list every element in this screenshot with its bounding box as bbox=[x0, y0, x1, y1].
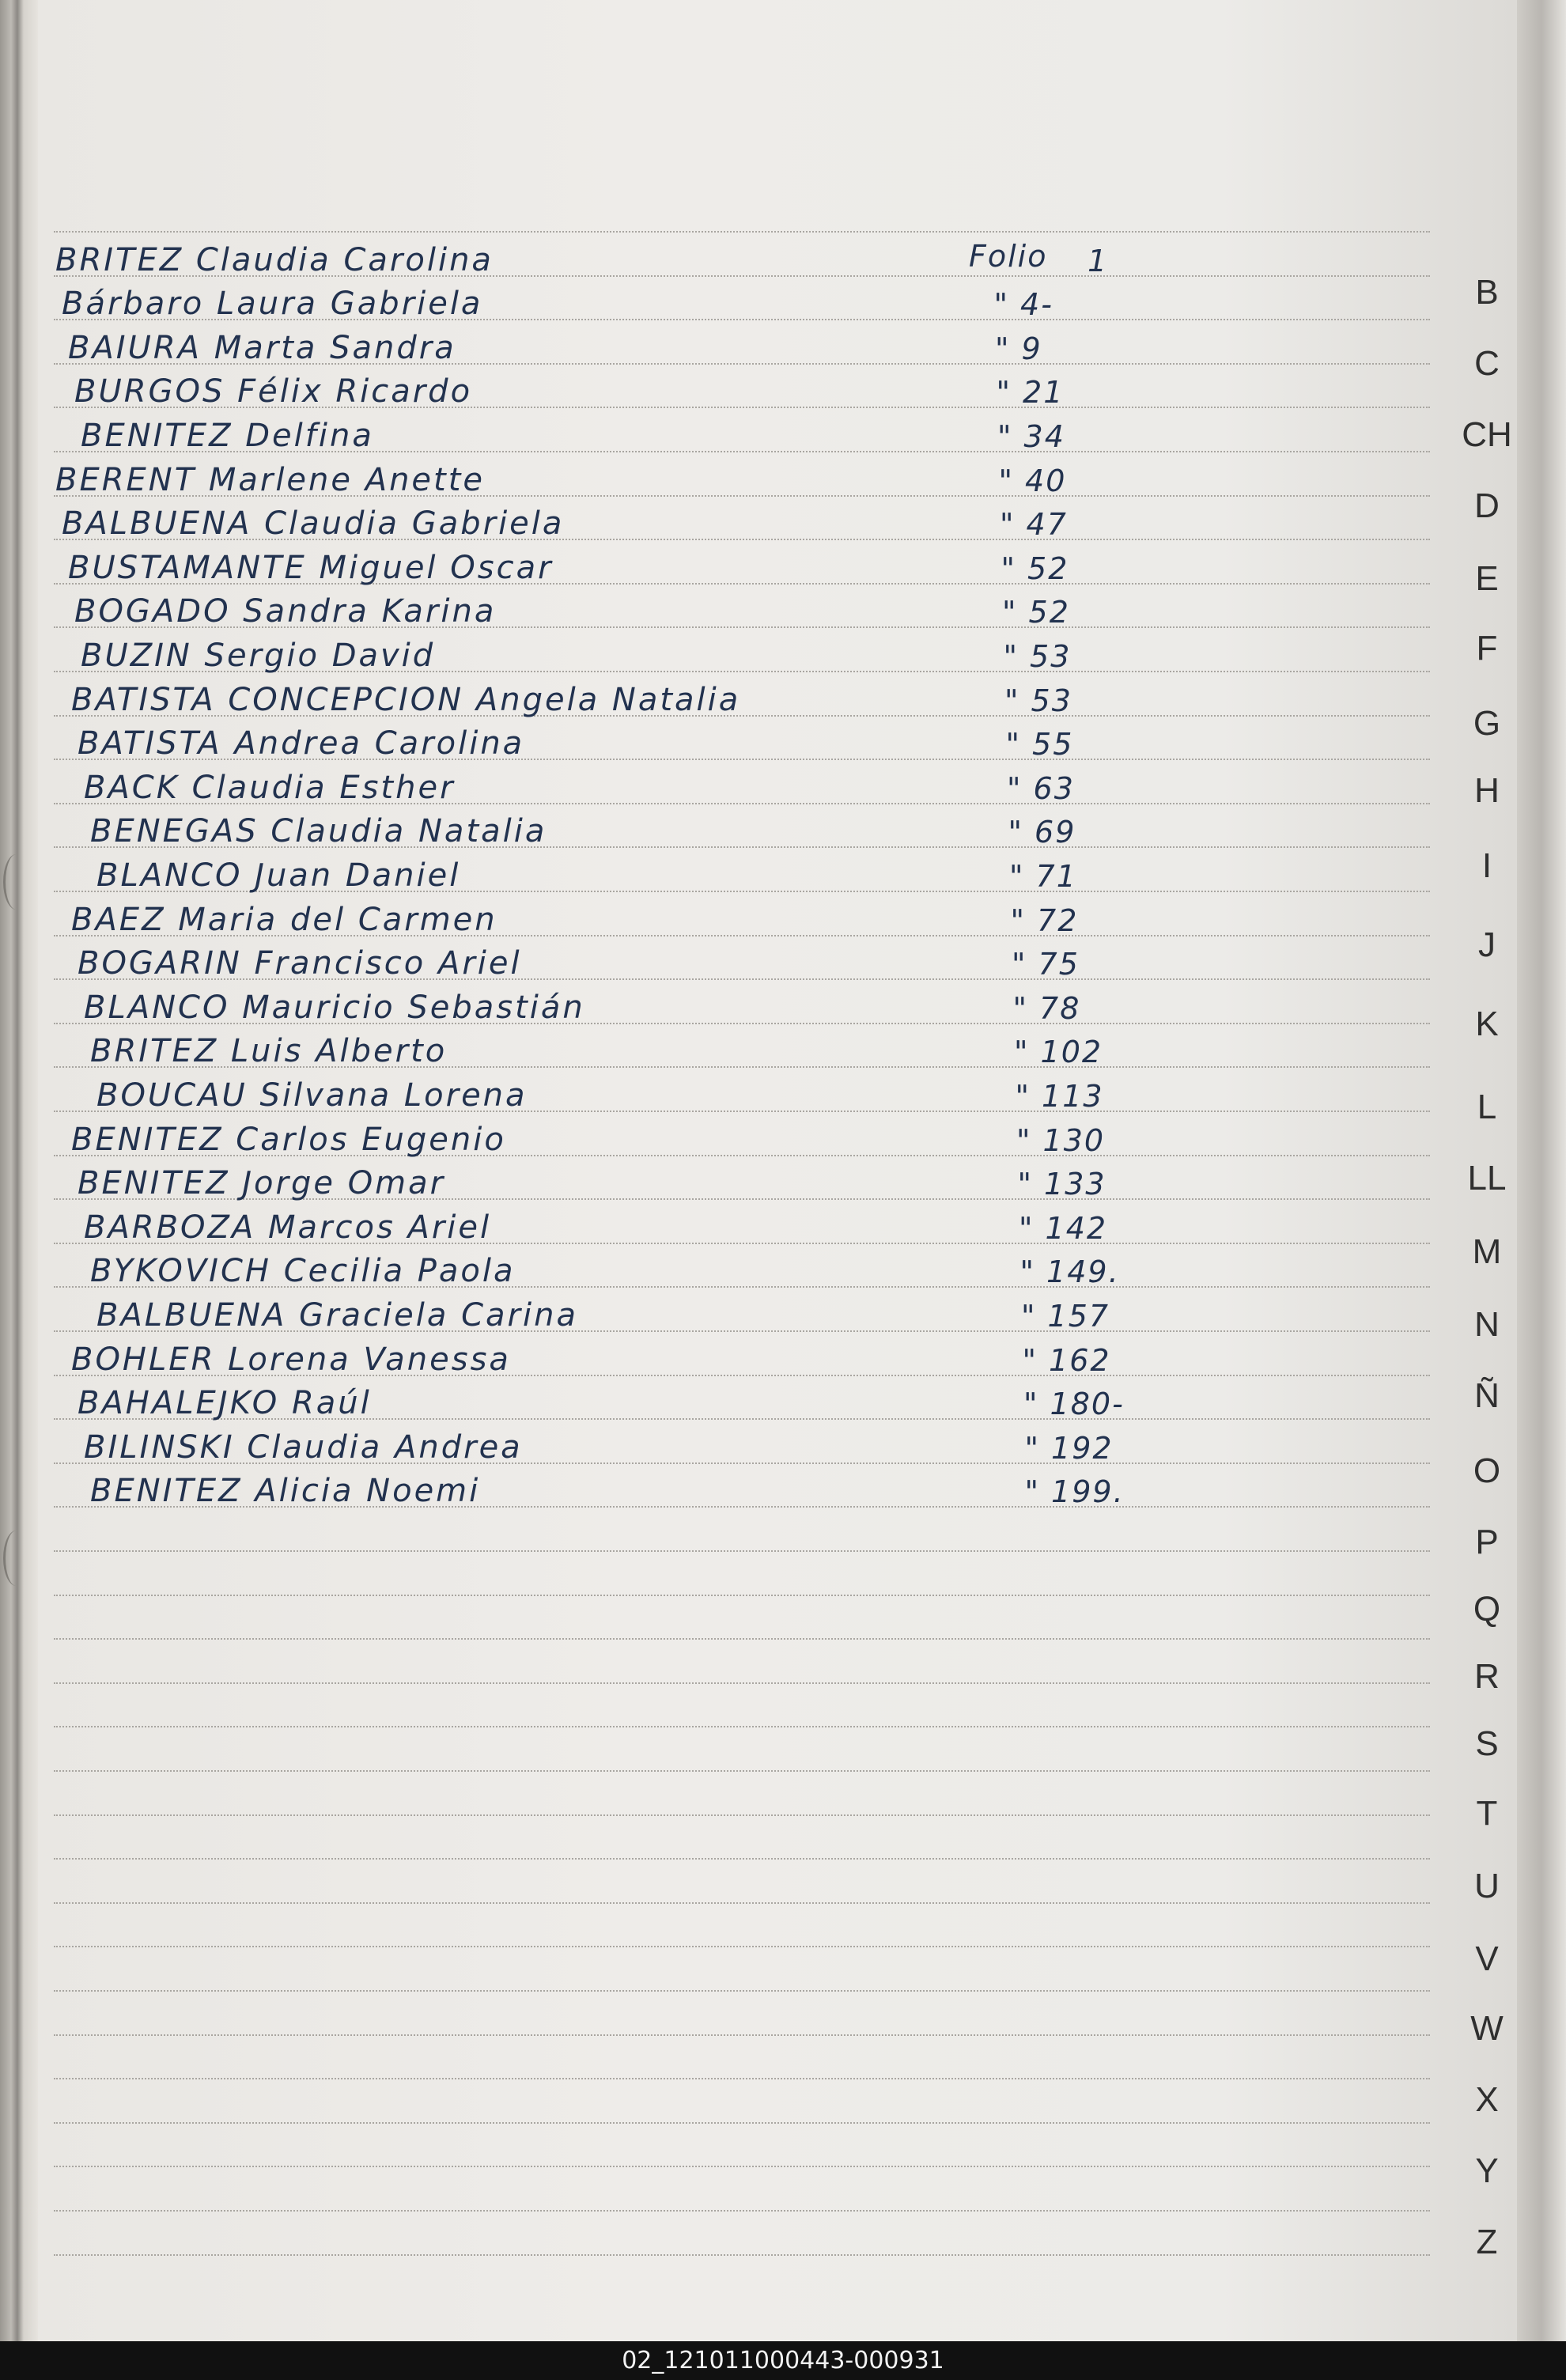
entry-folio: " 113 bbox=[1015, 1078, 1104, 1114]
ruled-line bbox=[54, 1858, 1430, 1860]
index-tab-h[interactable]: H bbox=[1474, 771, 1500, 810]
index-entry bbox=[81, 633, 1171, 677]
alphabet-index bbox=[1447, 0, 1526, 2341]
index-entry bbox=[71, 897, 1171, 941]
folio-label: Folio bbox=[969, 239, 1048, 274]
entry-name: BENITEZ Alicia Noemi bbox=[90, 1473, 481, 1510]
index-tab-c[interactable]: C bbox=[1474, 344, 1500, 383]
index-entry bbox=[84, 985, 1171, 1029]
index-entry bbox=[71, 677, 1171, 721]
entry-name: BLANCO Mauricio Sebastián bbox=[84, 989, 585, 1026]
entry-folio: " 52 bbox=[1002, 595, 1070, 630]
entry-folio: " 78 bbox=[1012, 990, 1081, 1026]
index-tab-k[interactable]: K bbox=[1475, 1005, 1499, 1043]
index-entry bbox=[62, 501, 1171, 546]
entry-folio: " 34 bbox=[997, 418, 1065, 454]
entry-name: BILINSKI Claudia Andrea bbox=[84, 1428, 523, 1466]
ruled-line bbox=[54, 2254, 1430, 2256]
entry-name: BALBUENA Claudia Gabriela bbox=[62, 505, 565, 543]
entry-name: BENEGAS Claudia Natalia bbox=[90, 813, 547, 850]
entry-name: BYKOVICH Cecilia Paola bbox=[90, 1253, 516, 1290]
entry-name: BAIURA Marta Sandra bbox=[68, 329, 456, 366]
index-entry bbox=[78, 1381, 1171, 1425]
index-entry bbox=[62, 282, 1171, 326]
ruled-line bbox=[54, 1638, 1430, 1640]
index-tab-t[interactable]: T bbox=[1476, 1794, 1498, 1833]
entry-name: BARBOZA Marcos Ariel bbox=[84, 1209, 492, 1246]
entry-folio: " 149. bbox=[1019, 1254, 1120, 1290]
index-tab-g[interactable]: G bbox=[1473, 704, 1501, 743]
entry-name: BATISTA Andrea Carolina bbox=[78, 725, 525, 762]
index-entry bbox=[90, 1029, 1171, 1073]
entry-name: BENITEZ Delfina bbox=[81, 417, 374, 454]
entry-folio: " 102 bbox=[1014, 1035, 1103, 1070]
entry-folio: " 199. bbox=[1024, 1474, 1125, 1510]
index-entry bbox=[96, 1073, 1171, 1117]
entry-folio: " 21 bbox=[996, 375, 1065, 411]
entry-name: BALBUENA Graciela Carina bbox=[96, 1296, 578, 1334]
index-tab-l[interactable]: L bbox=[1477, 1088, 1497, 1126]
entry-folio: " 157 bbox=[1021, 1298, 1110, 1334]
index-entry bbox=[71, 1337, 1171, 1381]
entry-folio: " 53 bbox=[1004, 683, 1072, 718]
index-entry bbox=[71, 1117, 1171, 1161]
index-entry bbox=[74, 589, 1171, 634]
index-entry bbox=[84, 1425, 1171, 1469]
ruled-line bbox=[54, 1814, 1430, 1816]
index-tab-e[interactable]: E bbox=[1475, 559, 1499, 598]
entry-name: BENITEZ Carlos Eugenio bbox=[71, 1121, 506, 1158]
entry-name: BRITEZ Luis Alberto bbox=[90, 1033, 448, 1070]
entry-name: BOGARIN Francisco Ariel bbox=[78, 945, 522, 982]
index-entry bbox=[90, 1249, 1171, 1293]
index-entry bbox=[90, 1469, 1171, 1513]
index-entry bbox=[84, 765, 1171, 809]
entry-name: BERENT Marlene Anette bbox=[55, 461, 486, 498]
entry-name: BACK Claudia Esther bbox=[84, 769, 456, 806]
entry-name: BUZIN Sergio David bbox=[81, 637, 436, 674]
index-entry bbox=[68, 545, 1171, 589]
book-binding bbox=[0, 0, 38, 2341]
entry-folio: " 142 bbox=[1019, 1210, 1108, 1246]
index-tab-ch[interactable]: CH bbox=[1462, 415, 1512, 454]
entry-folio: " 162 bbox=[1022, 1342, 1111, 1378]
index-entry bbox=[96, 853, 1171, 897]
ruled-line bbox=[54, 1770, 1430, 1772]
entry-folio: " 40 bbox=[998, 463, 1067, 498]
entry-name: BOHLER Lorena Vanessa bbox=[71, 1341, 511, 1378]
entry-name: BATISTA CONCEPCION Angela Natalia bbox=[71, 681, 741, 718]
index-entry bbox=[68, 325, 1171, 369]
index-entry bbox=[90, 809, 1171, 853]
entry-folio: " 55 bbox=[1005, 727, 1074, 762]
entry-folio: " 75 bbox=[1012, 947, 1080, 982]
index-entry bbox=[78, 1161, 1171, 1205]
index-tab-p[interactable]: P bbox=[1475, 1523, 1499, 1561]
entry-folio: " 133 bbox=[1017, 1167, 1106, 1202]
entry-name: BOUCAU Silvana Lorena bbox=[96, 1076, 528, 1114]
binding-mark bbox=[3, 1531, 29, 1586]
ruled-line bbox=[54, 1595, 1430, 1596]
index-entry bbox=[84, 1205, 1171, 1249]
index-tab-u[interactable]: U bbox=[1474, 1867, 1500, 1905]
entry-name: BUSTAMANTE Miguel Oscar bbox=[68, 549, 554, 586]
index-entry bbox=[78, 721, 1171, 766]
entry-folio: " 130 bbox=[1016, 1122, 1106, 1158]
entry-folio: " 52 bbox=[1000, 551, 1069, 586]
index-tab-w[interactable]: W bbox=[1470, 2009, 1504, 2048]
entry-name: BRITEZ Claudia Carolina bbox=[55, 241, 494, 278]
entry-folio: " 53 bbox=[1003, 638, 1072, 674]
index-entry bbox=[55, 237, 1171, 282]
ruled-line bbox=[54, 1550, 1430, 1552]
index-entry bbox=[74, 369, 1171, 414]
index-tab-m[interactable]: M bbox=[1472, 1232, 1502, 1271]
entry-folio: " 192 bbox=[1024, 1430, 1114, 1466]
ruled-line bbox=[54, 1946, 1430, 1947]
entry-folio: " 71 bbox=[1009, 858, 1077, 894]
entry-folio: " 63 bbox=[1007, 770, 1075, 806]
index-entry bbox=[81, 413, 1171, 457]
entry-name: BURGOS Félix Ricardo bbox=[74, 373, 473, 411]
index-entry bbox=[96, 1292, 1171, 1337]
entry-name: Bárbaro Laura Gabriela bbox=[62, 286, 483, 323]
index-tab-ñ[interactable]: Ñ bbox=[1474, 1376, 1500, 1415]
index-tab-x[interactable]: X bbox=[1475, 2080, 1499, 2119]
ruled-line bbox=[54, 2166, 1430, 2167]
ruled-line bbox=[54, 2034, 1430, 2036]
ruled-line bbox=[54, 1726, 1430, 1727]
entry-folio: " 72 bbox=[1010, 902, 1079, 938]
entry-name: BAEZ Maria del Carmen bbox=[71, 901, 497, 938]
ruled-line bbox=[54, 2122, 1430, 2124]
entry-name: BAHALEJKO Raúl bbox=[78, 1385, 372, 1422]
index-tab-n[interactable]: N bbox=[1474, 1305, 1500, 1344]
index-tab-d[interactable]: D bbox=[1474, 486, 1500, 525]
entry-name: BOGADO Sandra Karina bbox=[74, 593, 497, 630]
entry-folio: " 180- bbox=[1023, 1387, 1125, 1422]
index-tab-ll[interactable]: LL bbox=[1467, 1159, 1507, 1198]
index-tab-y[interactable]: Y bbox=[1475, 2151, 1499, 2190]
ruled-line bbox=[54, 2210, 1430, 2212]
index-tab-z[interactable]: Z bbox=[1476, 2223, 1498, 2261]
index-tab-q[interactable]: Q bbox=[1473, 1590, 1501, 1629]
image-caption: 02_121011000443-000931 bbox=[0, 2341, 1566, 2380]
entry-folio: " 69 bbox=[1008, 815, 1076, 850]
index-tab-f[interactable]: F bbox=[1476, 629, 1498, 668]
ruled-line bbox=[54, 1990, 1430, 1992]
index-tab-b[interactable]: B bbox=[1475, 273, 1499, 312]
ruled-line bbox=[54, 231, 1430, 233]
entry-folio: " 4- bbox=[993, 287, 1053, 323]
index-tab-o[interactable]: O bbox=[1473, 1451, 1501, 1490]
index-entry bbox=[78, 941, 1171, 986]
entry-name: BENITEZ Jorge Omar bbox=[78, 1165, 446, 1202]
index-tab-s[interactable]: S bbox=[1475, 1724, 1499, 1763]
ruled-line bbox=[54, 2078, 1430, 2079]
index-tab-r[interactable]: R bbox=[1474, 1657, 1500, 1696]
index-entry bbox=[55, 457, 1171, 501]
entry-name: BLANCO Juan Daniel bbox=[96, 857, 461, 894]
entry-folio: " 47 bbox=[1000, 507, 1068, 543]
index-tab-j[interactable]: J bbox=[1478, 925, 1496, 964]
ruled-line bbox=[54, 1682, 1430, 1684]
index-tab-v[interactable]: V bbox=[1475, 1939, 1499, 1978]
entry-folio: 1 bbox=[1088, 243, 1109, 278]
index-tab-i[interactable]: I bbox=[1481, 846, 1492, 885]
binding-mark bbox=[3, 854, 29, 910]
ruled-line bbox=[54, 1902, 1430, 1904]
entry-folio: " 9 bbox=[995, 331, 1042, 366]
